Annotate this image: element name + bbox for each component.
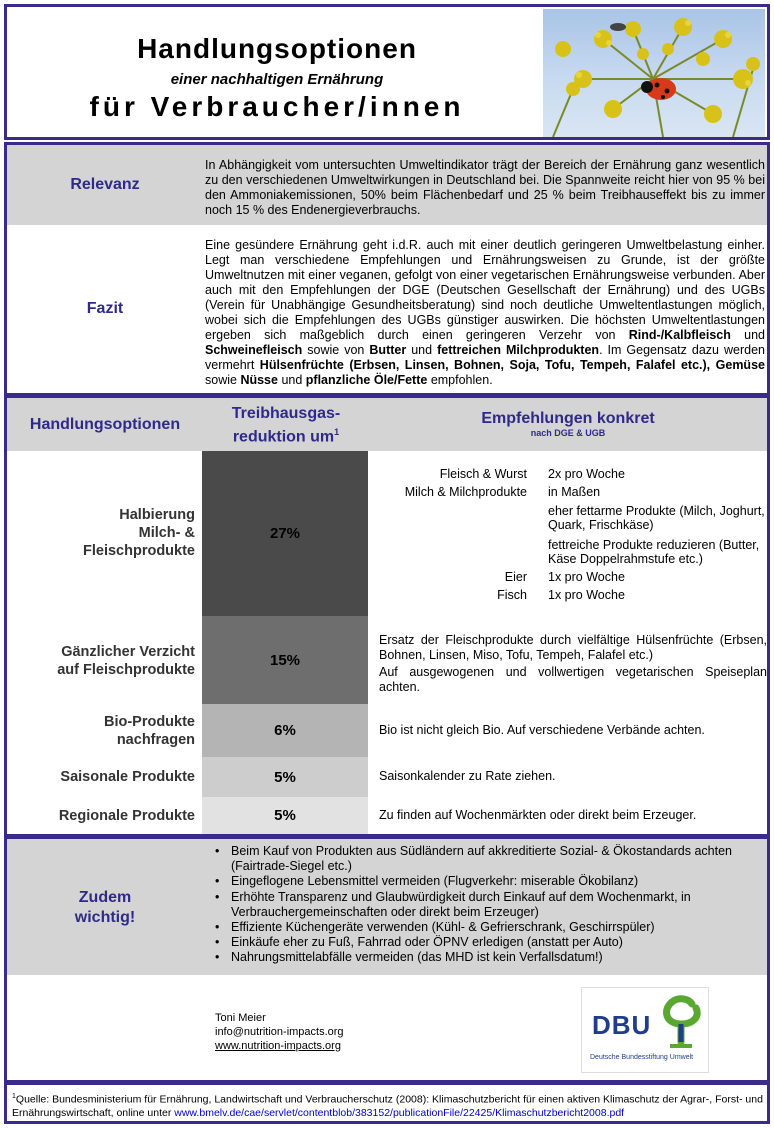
bullet-item: • Einkäufe eher zu Fuß, Fahrrad oder ÖPNV erledigen (anstatt per Auto) xyxy=(215,935,767,950)
pct-cell-regional: 5% xyxy=(202,797,368,834)
bullet-item: • Erhöhte Transparenz und Glaubwürdigkeit durch Einkauf auf dem Wochenmarkt, in Verbrauchergemeinschaften oder direkt beim Erzeuger) xyxy=(215,890,767,920)
options-table xyxy=(4,395,770,837)
title-line-3: für Verbraucher/innen xyxy=(89,91,465,122)
footer-box xyxy=(4,1082,770,1124)
row-label-saisonal: Saisonale Produkte xyxy=(60,769,195,785)
pct-cell-saisonal: 5% xyxy=(202,757,368,797)
food-amount: fettreiche Produkte reduzieren (Butter, Käse Doppelrahmstufe etc.) xyxy=(548,538,760,566)
food-amount: eher fettarme Produkte (Milch, Joghurt, Quark, Frischkäse) xyxy=(548,504,765,532)
title-line-1: Handlungsoptionen xyxy=(137,33,417,64)
dbu-leaf-icon xyxy=(656,994,706,1050)
photo-illustration xyxy=(543,9,765,137)
bullet-item: • Nahrungsmittelabfälle vermeiden (das MHD ist kein Verfallsdatum!) xyxy=(215,950,767,965)
bullet-item: • Beim Kauf von Produkten aus Südländern auf akkreditierte Sozial- & Ökostandards achten (Fairtrade-Siegel etc.) xyxy=(215,844,767,874)
bio-text: Bio ist nicht gleich Bio. Auf verschiedene Verbände achten. xyxy=(379,723,705,737)
pct-cell-bio: 6% xyxy=(202,704,368,757)
food-amount: 1x pro Woche xyxy=(548,570,625,584)
food-label: Eier xyxy=(504,570,527,584)
row-label-halbierung: Halbierung Milch- & Fleischprodukte xyxy=(83,507,195,559)
contact-website[interactable]: www.nutrition-impacts.org xyxy=(215,1040,341,1052)
food-label: Fisch xyxy=(497,588,527,602)
fazit-label: Fazit xyxy=(86,300,124,317)
contact-name: Toni Meier xyxy=(215,1012,266,1024)
bullet-item: • Eingeflogene Lebensmittel vermeiden (Flugverkehr: miserable Ökobilanz) xyxy=(215,874,767,889)
food-label: Milch & Milchprodukte xyxy=(404,485,527,499)
title-line-2: einer nachhaltigen Ernährung xyxy=(170,71,384,88)
zudem-box xyxy=(4,836,770,1083)
regional-text: Zu finden auf Wochenmärkten oder direkt beim Erzeuger. xyxy=(379,808,697,822)
header xyxy=(4,4,770,140)
footer-source: $^1$Quelle: Bundesministerium für Ernährung, Landwirtschaft und Verbraucherschutz (2008): Klimaschutzbericht für einen aktiven Klimaschutz der Agrar-, Forst- und Ernährungswirtschaft, online unter www.bmelv.de/cae/servlet/contentblob/383152/publicationFile/22425/Klimaschutzbericht2008.pdf xyxy=(12,1093,763,1119)
food-amount: 1x pro Woche xyxy=(548,588,625,602)
zudem-bullet-list xyxy=(215,844,767,966)
dbu-logo xyxy=(581,987,709,1073)
col-header-recommendations: Empfehlungen konkret nach DGE & UGB xyxy=(481,410,655,438)
col-header-options: Handlungsoptionen xyxy=(29,416,181,433)
contact-block xyxy=(215,1011,344,1053)
ladybug-flower-photo xyxy=(543,9,765,137)
verzicht-text-2: Auf ausgewogenen und vollwertigen vegetarischen Speiseplan achten. xyxy=(379,665,767,694)
pct-cell-halbierung: 27% xyxy=(202,451,368,616)
zudem-label: Zudem wichtig! xyxy=(74,889,136,926)
verzicht-text-1: Ersatz der Fleischprodukte durch vielfältige Hülsenfrüchte (Erbsen, Bohnen, Linsen, Miso, Tofu, Tempeh, Falafel etc.) xyxy=(379,633,767,662)
food-amount: in Maßen xyxy=(548,485,601,499)
dbu-logo-abbr: DBU xyxy=(592,1010,652,1040)
fazit-text: Eine gesündere Ernährung geht i.d.R. auch mit einer deutlich geringeren Umweltbelastung einher. Legt man verschiedene Empfehlungen und Ernährungsweisen zu Grunde, ist der größte Umweltnutzen mit einer veganen, gefolgt von einer vegetarischen Ernährungsweise verbunden. Aber auch mit den Empfehlungen der DGE (Deutschen Gesellschaft der Ernährung) und des UGBs (Verein für Unabhängige Gesundheitsberatung) sind noch deutliche Umweltentlastungen möglich, wobei sich die Empfehlungen des UGBs günstiger auswirken. Die höchsten Umweltentlastungen ergeben sich maßgeblich durch einen geringeren Verzehr von Rind-/Kalbfleisch und Schweinefleisch sowie von Butter und fettreichen Milchprodukten. Im Gegensatz dazu werden vermehrt Hülsenfrüchte (Erbsen, Linsen, Bohnen, Soja, Tofu, Tempeh, Falafel etc.), Gemüse sowie Nüsse und pflanzliche Öle/Fette empfohlen. xyxy=(205,238,766,387)
row-label-verzicht: Gänzlicher Verzicht auf Fleischprodukte xyxy=(57,644,195,678)
contact-email[interactable]: info@nutrition-impacts.org xyxy=(215,1026,344,1038)
row-label-bio: Bio-Produkte nachfragen xyxy=(103,714,195,748)
title-block xyxy=(7,7,547,137)
saisonal-text: Saisonkalender zu Rate ziehen. xyxy=(379,769,556,783)
relevanz-text: In Abhängigkeit vom untersuchten Umweltindikator trägt der Bereich der Ernährung ganz wesentlich zu den verschiedenen Umweltwirkungen in Deutschland bei. Die Spannweite reicht hier von 95 % bei den Ammoniakemissionen, 50% beim Flächenbedarf und 25 % beim Treibhauseffekt bis zu immer noch 15 % des Endenergieverbrauchs. xyxy=(205,158,765,217)
row-label-regional: Regionale Produkte xyxy=(58,808,195,824)
food-amount: 2x pro Woche xyxy=(548,467,625,481)
bullet-item: • Effiziente Küchengeräte verwenden (Kühl- & Gefrierschrank, Geschirrspüler) xyxy=(215,920,767,935)
col-header-reduction: Treibhausgas-reduktion $um^1$ xyxy=(231,405,341,446)
dbu-logo-full: Deutsche Bundesstiftung Umwelt xyxy=(590,1054,694,1061)
source-link[interactable]: www.bmelv.de/cae/servlet/contentblob/383152/publicationFile/22425/Klimaschutzbericht2008.pdf xyxy=(174,1106,625,1119)
pct-cell-verzicht: 15% xyxy=(202,616,368,704)
relevanz-label: Relevanz xyxy=(70,176,140,193)
relevanz-fazit-box xyxy=(4,142,770,396)
food-label: Fleisch & Wurst xyxy=(439,467,527,481)
